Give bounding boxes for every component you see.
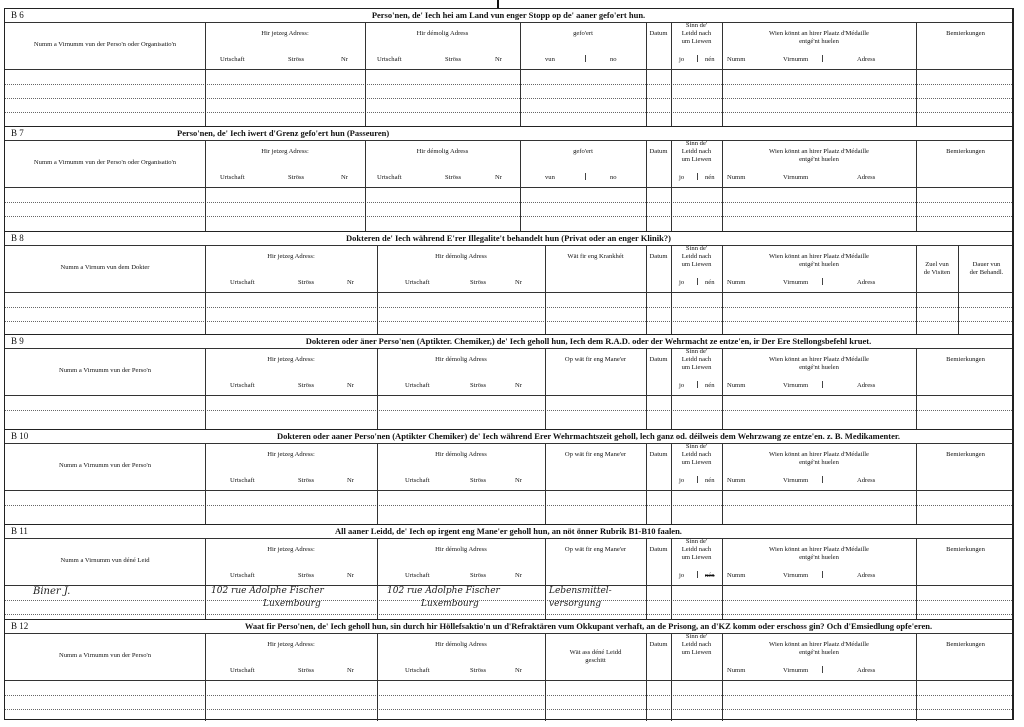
street-header: Ströss	[470, 382, 487, 389]
name-header: Numm a Virnumm vun der Perso'n	[58, 462, 152, 469]
street-header: Ströss	[298, 382, 315, 389]
street-header: Ströss	[298, 572, 315, 579]
need-header: Sinn de' Leidd nach um Liewen	[681, 245, 712, 268]
former-address-header: Hir démolig Adress	[416, 148, 469, 155]
need-header: Sinn de' Leidd nach um Liewen	[681, 538, 712, 561]
current-address-header: Hir jetzeg Adress:	[261, 30, 309, 37]
locality-header: Urtschaft	[230, 279, 255, 286]
section-grid	[5, 22, 1012, 126]
former-address-header: Hir démolig Adress	[435, 451, 487, 458]
current-address-header: Hir jetzeg Adress:	[267, 641, 315, 648]
current-address-header: Hir jetzeg Adress:	[261, 148, 309, 155]
locality-header: Urtschaft	[230, 477, 255, 484]
name-subheader: Numm	[727, 56, 746, 63]
yes-header: jo	[679, 174, 685, 181]
number-header: Nr	[347, 667, 354, 674]
section-b12	[5, 619, 1012, 721]
section-header	[5, 9, 1012, 22]
section-grid	[5, 348, 1012, 429]
medal-header: Wien könnt an hirer Plaatz d'Médaille entgé'nt huelen	[769, 356, 869, 371]
number-header: Nr	[341, 56, 348, 63]
street-header: Ströss	[288, 174, 305, 181]
current-address-header: Hir jetzeg Adress:	[267, 546, 315, 553]
remarks-header: Bemierkungen	[946, 356, 985, 363]
no-header: nén	[705, 279, 715, 286]
section-header	[5, 335, 1012, 348]
date-header: Datum	[649, 641, 668, 648]
section-b7	[5, 126, 1012, 231]
number-header: Nr	[515, 279, 522, 286]
handwritten-former-address: 102 rue Adolphe Fischer	[387, 586, 500, 596]
section-title: All aaner Leidd, de' Iech op irgent eng Mane'er geholl hun, an nöt önner Rubrik B1-B10 faalen.	[335, 526, 682, 536]
what-happened-header: Wät ass déné Leidd geschitt	[569, 649, 622, 664]
remarks-header: Bemierkungen	[946, 148, 985, 155]
current-address-header: Hir jetzeg Adress:	[267, 451, 315, 458]
section-title: Dokteren de' Iech während E'rer Illegalite't behandelt hun (Privat oder an enger Klinik?)	[346, 233, 671, 243]
locality-header: Urtschaft	[405, 279, 430, 286]
number-header: Nr	[347, 382, 354, 389]
need-header: Sinn de' Leidd nach um Liewen	[681, 633, 712, 656]
medal-header: Wien könnt an hirer Plaatz d'Médaille entgé'nt huelen	[769, 148, 869, 163]
locality-header: Urtschaft	[220, 56, 245, 63]
remarks-header: Bemierkungen	[946, 451, 985, 458]
section-title: Dokteren oder äner Perso'nen (Aptikter. Chemiker,) de' Iech geholl hun, Iech dem R.A.D. oder der Wehrmacht ze entze'en, ir Der Ere Stellongsbefehl kruet.	[305, 336, 872, 346]
name-subheader: Numm	[727, 279, 746, 286]
number-header: Nr	[515, 572, 522, 579]
handwritten-former-city: Luxembourg	[421, 599, 479, 609]
section-title: Dokteren oder aaner Perso'nen (Aptikter Chemiker) de' Iech während Erer Wehrmachtszeit geholl, lech ganz od. déilweis dem Wehrzwang ze entze'en. z. B. Medikamenter.	[277, 431, 900, 441]
no-header-struck: nén	[705, 572, 715, 579]
section-b10	[5, 429, 1012, 524]
medal-header: Wien könnt an hirer Plaatz d'Médaille entgé'nt huelen	[769, 253, 869, 268]
remarks-header: Bemierkungen	[946, 546, 985, 553]
section-header	[5, 620, 1012, 633]
first-name-subheader: Virnumm	[783, 382, 809, 389]
section-code: B 12	[11, 621, 29, 631]
remarks-header: Bemierkungen	[946, 30, 985, 37]
yes-header: jo	[679, 382, 685, 389]
date-header: Datum	[649, 546, 668, 553]
section-header	[5, 127, 1012, 140]
number-header: Nr	[515, 667, 522, 674]
street-header: Ströss	[298, 279, 315, 286]
manner-header: Op wät fir eng Mane'er	[564, 451, 627, 458]
to-header: no	[610, 174, 617, 181]
section-code: B 9	[11, 336, 24, 346]
name-header: Numm a Virnum vun dem Dokter	[60, 264, 150, 271]
need-header: Sinn de' Leidd nach um Liewen	[681, 443, 712, 466]
section-code: B 11	[11, 526, 28, 536]
first-name-subheader: Virnumm	[783, 56, 809, 63]
address-subheader: Adress	[857, 56, 876, 63]
name-subheader: Numm	[727, 572, 746, 579]
yes-header: jo	[679, 477, 685, 484]
address-subheader: Adress	[857, 572, 876, 579]
locality-header: Urtschaft	[377, 174, 402, 181]
form-sheet	[4, 8, 1014, 720]
date-header: Datum	[649, 253, 668, 260]
first-name-subheader: Virnumm	[783, 279, 809, 286]
need-header: Sinn de' Leidd nach um Liewen	[681, 140, 712, 163]
street-header: Ströss	[445, 174, 462, 181]
number-header: Nr	[341, 174, 348, 181]
name-subheader: Numm	[727, 667, 746, 674]
street-header: Ströss	[470, 477, 487, 484]
yes-header: jo	[679, 56, 685, 63]
locality-header: Urtschaft	[230, 382, 255, 389]
no-header: nén	[705, 382, 715, 389]
yes-header: jo	[679, 279, 685, 286]
former-address-header: Hir démolig Adress	[435, 641, 487, 648]
yes-header: jo	[679, 572, 685, 579]
medal-header: Wien könnt an hirer Plaatz d'Médaille entgé'nt huelen	[769, 451, 869, 466]
handwritten-manner: Lebensmittel-	[549, 586, 612, 596]
medal-header: Wien könnt an hirer Plaatz d'Médaille entgé'nt huelen	[769, 30, 869, 45]
first-name-subheader: Virnumm	[783, 572, 809, 579]
address-subheader: Adress	[857, 382, 876, 389]
manner-header: Op wät fir eng Mane'er	[564, 356, 627, 363]
current-address-header: Hir jetzeg Adress:	[267, 253, 315, 260]
locality-header: Urtschaft	[230, 667, 255, 674]
handwritten-name: Biner J.	[33, 586, 71, 597]
current-address-header: Hir jetzeg Adress:	[267, 356, 315, 363]
illness-header: Wät fir eng Krankhét	[567, 253, 624, 260]
section-header	[5, 232, 1012, 245]
locality-header: Urtschaft	[230, 572, 255, 579]
name-header: Numm a Virnumm vun der Perso'n	[58, 367, 152, 374]
former-address-header: Hir démolig Adress	[435, 356, 487, 363]
locality-header: Urtschaft	[405, 667, 430, 674]
date-header: Datum	[649, 356, 668, 363]
name-subheader: Numm	[727, 477, 746, 484]
section-b6	[5, 9, 1012, 126]
section-b8	[5, 231, 1012, 334]
name-header: Numm a Virnumm vun déné Leid	[60, 557, 150, 564]
need-header: Sinn de' Leidd nach um Liewen	[681, 348, 712, 371]
date-header: Datum	[649, 30, 668, 37]
street-header: Ströss	[445, 56, 462, 63]
number-header: Nr	[495, 56, 502, 63]
section-code: B 8	[11, 233, 24, 243]
locality-header: Urtschaft	[405, 572, 430, 579]
street-header: Ströss	[470, 279, 487, 286]
medal-header: Wien könnt an hirer Plaatz d'Médaille entgé'nt huelen	[769, 641, 869, 656]
street-header: Ströss	[298, 477, 315, 484]
section-header	[5, 525, 1012, 538]
remarks-header: Bemierkungen	[946, 641, 985, 648]
section-grid	[5, 443, 1012, 524]
street-header: Ströss	[288, 56, 305, 63]
section-title: Perso'nen, de' Iech hei am Land vun enger Stopp op de' aaner gefo'ert hun.	[371, 10, 646, 20]
section-grid	[5, 633, 1012, 721]
from-header: vun	[545, 174, 555, 181]
former-address-header: Hir démolig Adress	[435, 253, 487, 260]
locality-header: Urtschaft	[405, 477, 430, 484]
section-b9	[5, 334, 1012, 429]
first-name-subheader: Virnumm	[783, 667, 809, 674]
no-header: nén	[705, 174, 715, 181]
name-header: Numm a Virnumm vun der Perso'n oder Organisatio'n	[33, 41, 177, 48]
number-header: Nr	[347, 477, 354, 484]
locality-header: Urtschaft	[220, 174, 245, 181]
no-header: nén	[705, 56, 715, 63]
number-header: Nr	[515, 382, 522, 389]
handwritten-current-address: 102 rue Adolphe Fischer	[211, 586, 324, 596]
locality-header: Urtschaft	[377, 56, 402, 63]
first-name-subheader: Virnumm	[783, 174, 809, 181]
duration-header: Dauer vun der Behandl.	[969, 261, 1004, 276]
name-header: Numm a Virnumm vun der Perso'n	[58, 652, 152, 659]
section-title: Perso'nen, de' Iech iwert d'Grenz gefo'ert hun (Passeuren)	[177, 128, 390, 138]
number-header: Nr	[495, 174, 502, 181]
number-header: Nr	[515, 477, 522, 484]
section-code: B 10	[11, 431, 29, 441]
address-subheader: Adress	[857, 174, 876, 181]
number-header: Nr	[347, 279, 354, 286]
need-header: Sinn de' Leidd nach um Liewen	[681, 22, 712, 45]
from-header: vun	[545, 56, 555, 63]
top-registration-mark	[497, 0, 499, 8]
date-header: Datum	[649, 451, 668, 458]
address-subheader: Adress	[857, 667, 876, 674]
driven-header: gefo'ert	[573, 148, 593, 155]
section-title: Waat fir Perso'nen, de' Iech geholl hun, sin durch hir Höllefsaktio'n un d'Refraktären vum Okkupant verhaft, an de Prisong, an d'KZ komm oder erschoss gin? Och d'Emsiedlung opfe'eren.	[244, 621, 933, 631]
handwritten-manner-cont: versorgung	[549, 599, 602, 609]
first-name-subheader: Virnumm	[783, 477, 809, 484]
street-header: Ströss	[470, 572, 487, 579]
locality-header: Urtschaft	[405, 382, 430, 389]
address-subheader: Adress	[857, 477, 876, 484]
driven-header: gefo'ert	[573, 30, 593, 37]
handwritten-current-city: Luxembourg	[263, 599, 321, 609]
to-header: no	[610, 56, 617, 63]
date-header: Datum	[649, 148, 668, 155]
name-subheader: Numm	[727, 174, 746, 181]
no-header: nén	[705, 477, 715, 484]
section-header	[5, 430, 1012, 443]
former-address-header: Hir démolig Adress	[435, 546, 487, 553]
section-code: B 7	[11, 128, 24, 138]
name-header: Numm a Virnumm vun der Perso'n oder Organisatio'n	[33, 159, 177, 166]
section-b11	[5, 524, 1012, 619]
medal-header: Wien könnt an hirer Plaatz d'Médaille entgé'nt huelen	[769, 546, 869, 561]
street-header: Ströss	[470, 667, 487, 674]
section-grid	[5, 538, 1012, 619]
street-header: Ströss	[298, 667, 315, 674]
section-code: B 6	[11, 10, 24, 20]
visits-header: Zuel vun de Visiten	[923, 261, 951, 276]
name-subheader: Numm	[727, 382, 746, 389]
number-header: Nr	[347, 572, 354, 579]
section-grid	[5, 245, 1012, 334]
address-subheader: Adress	[857, 279, 876, 286]
section-grid	[5, 140, 1012, 231]
former-address-header: Hir démolig Adress	[416, 30, 469, 37]
manner-header: Op wät fir eng Mane'er	[564, 546, 627, 553]
